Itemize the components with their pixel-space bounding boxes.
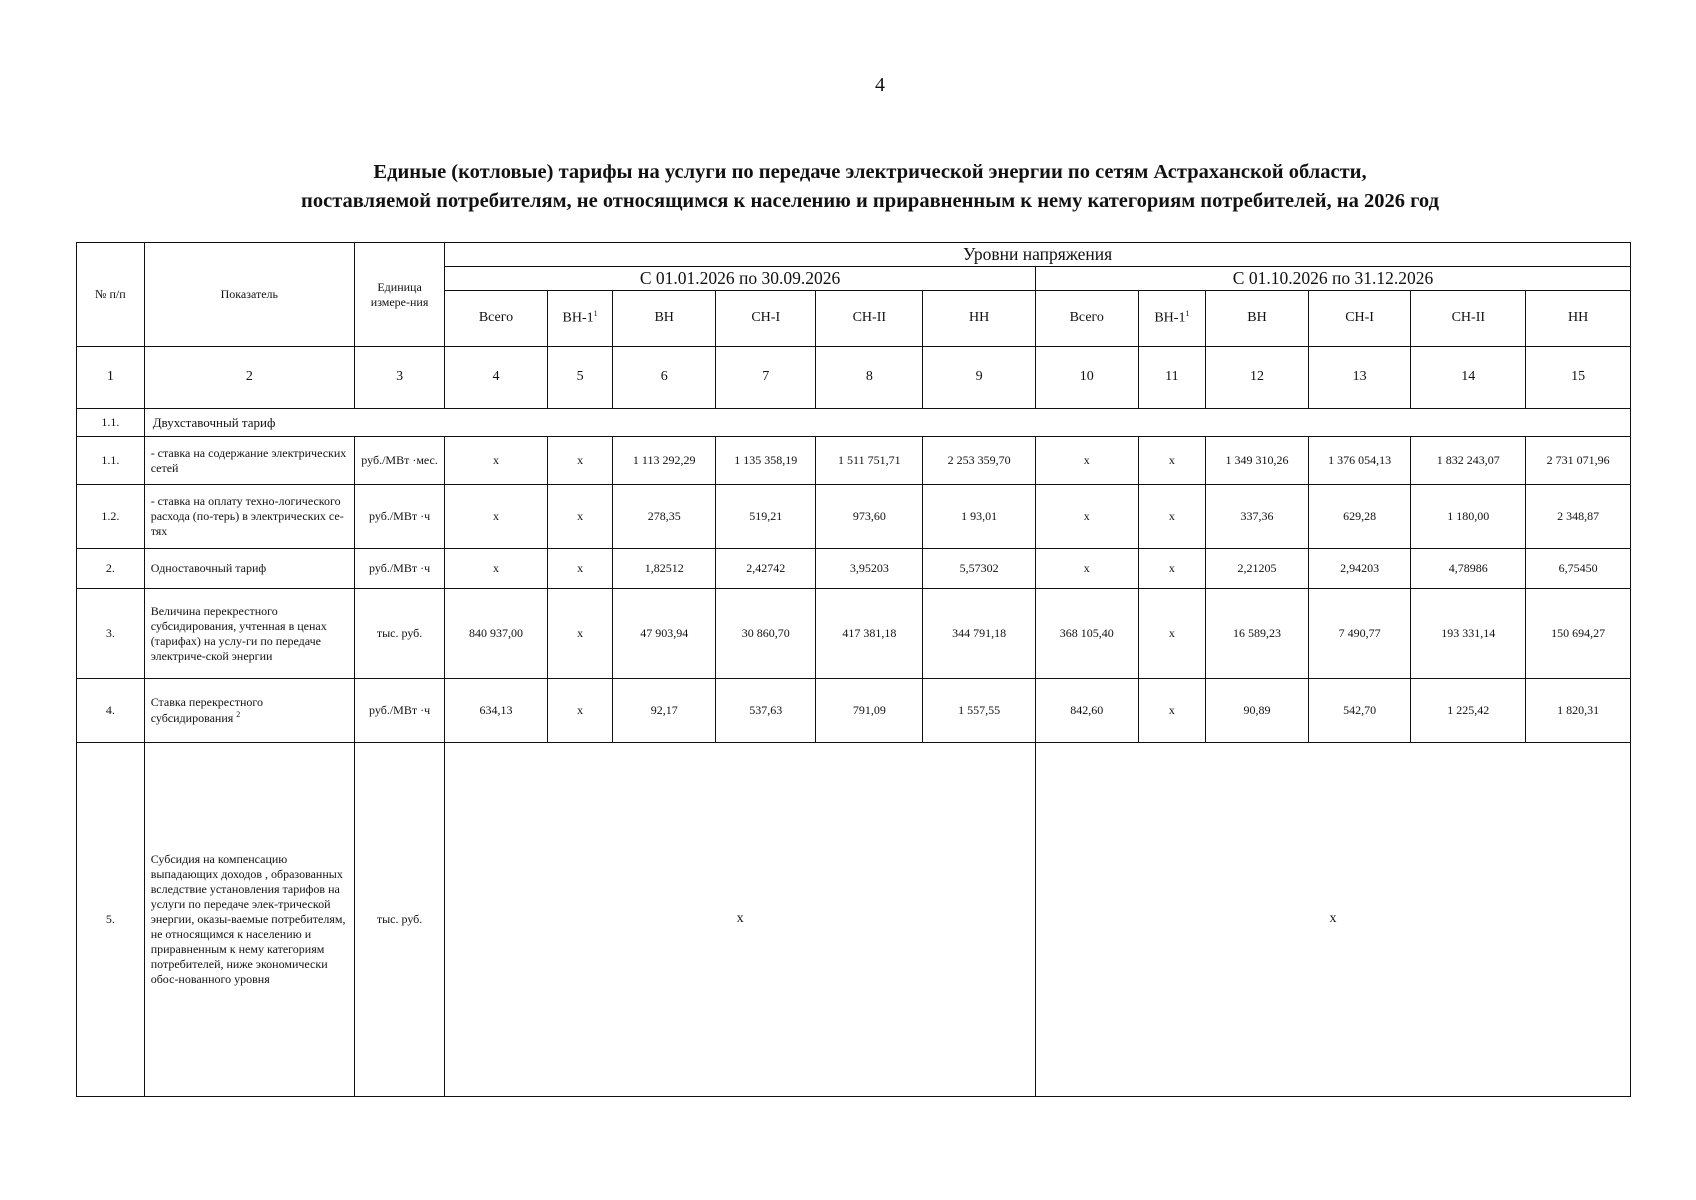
cell: 1 511 751,71 bbox=[816, 437, 923, 485]
cell: 1 832 243,07 bbox=[1411, 437, 1526, 485]
cell: х bbox=[547, 485, 613, 549]
cell: 2,21205 bbox=[1206, 549, 1309, 589]
document-title bbox=[150, 158, 1590, 216]
cell: 634,13 bbox=[445, 679, 548, 743]
tariff-table bbox=[76, 242, 1631, 1097]
col-number: 1 bbox=[77, 347, 145, 409]
col-number: 13 bbox=[1308, 347, 1411, 409]
cell: 519,21 bbox=[715, 485, 816, 549]
cell: 417 381,18 bbox=[816, 589, 923, 679]
section-title: Двухставочный тариф bbox=[144, 409, 1630, 437]
row-unit: руб./МВт ·ч bbox=[354, 679, 444, 743]
cell: х bbox=[1035, 549, 1138, 589]
col-number: 11 bbox=[1138, 347, 1206, 409]
table-row bbox=[77, 549, 1631, 589]
cell: 1 225,42 bbox=[1411, 679, 1526, 743]
col-number: 7 bbox=[715, 347, 816, 409]
table-row bbox=[77, 485, 1631, 549]
header-level-total-1: Всего bbox=[445, 291, 548, 347]
row-indicator: Ставка перекрестного субсидирования $^2$ bbox=[144, 679, 354, 743]
col-number: 12 bbox=[1206, 347, 1309, 409]
row-num: 5. bbox=[77, 743, 145, 1097]
header-unit: Единица измере-ния bbox=[354, 243, 444, 347]
col-number: 4 bbox=[445, 347, 548, 409]
page-number: 4 bbox=[875, 74, 885, 96]
row-unit: тыс. руб. bbox=[354, 589, 444, 679]
cell: 842,60 bbox=[1035, 679, 1138, 743]
cell: х bbox=[445, 437, 548, 485]
header-level-total-2: Всего bbox=[1035, 291, 1138, 347]
cell: 344 791,18 bbox=[923, 589, 1036, 679]
subsidy-period-2-cell: х bbox=[1035, 743, 1630, 1097]
cell: 2 731 071,96 bbox=[1526, 437, 1631, 485]
row-num: 1.1. bbox=[77, 437, 145, 485]
header-level-vn-1: ВН bbox=[613, 291, 716, 347]
cell: х bbox=[547, 589, 613, 679]
cell: 973,60 bbox=[816, 485, 923, 549]
cell: х bbox=[445, 549, 548, 589]
cell: 2 253 359,70 bbox=[923, 437, 1036, 485]
header-voltage-levels: Уровни напряжения bbox=[445, 243, 1631, 267]
cell: 7 490,77 bbox=[1308, 589, 1411, 679]
header-level-sn2-1: СН-II bbox=[816, 291, 923, 347]
table-row bbox=[77, 743, 1631, 1097]
cell: 3,95203 bbox=[816, 549, 923, 589]
cell: 791,09 bbox=[816, 679, 923, 743]
row-unit: тыс. руб. bbox=[354, 743, 444, 1097]
cell: 840 937,00 bbox=[445, 589, 548, 679]
cell: 92,17 bbox=[613, 679, 716, 743]
cell: 542,70 bbox=[1308, 679, 1411, 743]
row-num: 1.2. bbox=[77, 485, 145, 549]
cell: х bbox=[547, 679, 613, 743]
cell: 1 376 054,13 bbox=[1308, 437, 1411, 485]
cell: 1 180,00 bbox=[1411, 485, 1526, 549]
cell: х bbox=[1035, 437, 1138, 485]
header-level-vn1-1: $ВН-1^1$ bbox=[547, 291, 613, 347]
cell: х bbox=[1138, 549, 1206, 589]
header-level-sn1-2: СН-I bbox=[1308, 291, 1411, 347]
cell: 16 589,23 bbox=[1206, 589, 1309, 679]
header-period-1: С 01.01.2026 по 30.09.2026 bbox=[445, 267, 1036, 291]
cell: х bbox=[1138, 679, 1206, 743]
cell: 368 105,40 bbox=[1035, 589, 1138, 679]
cell: 278,35 bbox=[613, 485, 716, 549]
cell: х bbox=[1138, 437, 1206, 485]
row-indicator: Величина перекрестного субсидирования, учтенная в ценах (тарифах) на услу-ги по передаче электриче-ской энергии bbox=[144, 589, 354, 679]
cell: 1 93,01 bbox=[923, 485, 1036, 549]
col-number: 2 bbox=[144, 347, 354, 409]
section-num: 1.1. bbox=[77, 409, 145, 437]
title-line-1: Единые (котловые) тарифы на услуги по передаче электрической энергии по сетям Астраханской области, bbox=[373, 161, 1367, 183]
cell: 4,78986 bbox=[1411, 549, 1526, 589]
subsidy-period-1-cell: х bbox=[445, 743, 1036, 1097]
row-unit: руб./МВт ·мес. bbox=[354, 437, 444, 485]
cell: 47 903,94 bbox=[613, 589, 716, 679]
cell: 2,94203 bbox=[1308, 549, 1411, 589]
cell: 193 331,14 bbox=[1411, 589, 1526, 679]
header-level-nn-1: НН bbox=[923, 291, 1036, 347]
row-indicator: Субсидия на компенсацию выпадающих доходов , образованных вследствие установления тарифов на услуги по передаче элек-трической энергии, оказы-ваемые потребителям, не относящимся к населению и приравненным к нему категориям потребителей, ниже экономически обос-нованного уровня bbox=[144, 743, 354, 1097]
cell: х bbox=[445, 485, 548, 549]
title-line-2: поставляемой потребителям, не относящимся к населению и приравненным к нему категориям потребителей, на 2026 год bbox=[301, 190, 1439, 212]
header-level-vn-2: ВН bbox=[1206, 291, 1309, 347]
header-num: № п/п bbox=[77, 243, 145, 347]
row-num: 2. bbox=[77, 549, 145, 589]
col-number: 6 bbox=[613, 347, 716, 409]
header-level-vn1-2: $ВН-1^1$ bbox=[1138, 291, 1206, 347]
col-number: 5 bbox=[547, 347, 613, 409]
table-row bbox=[77, 589, 1631, 679]
col-number: 3 bbox=[354, 347, 444, 409]
cell: х bbox=[547, 437, 613, 485]
col-number: 15 bbox=[1526, 347, 1631, 409]
cell: 2 348,87 bbox=[1526, 485, 1631, 549]
cell: 629,28 bbox=[1308, 485, 1411, 549]
table-row bbox=[77, 437, 1631, 485]
row-unit: руб./МВт ·ч bbox=[354, 485, 444, 549]
cell: 2,42742 bbox=[715, 549, 816, 589]
cell: х bbox=[1138, 485, 1206, 549]
row-num: 3. bbox=[77, 589, 145, 679]
cell: 1 820,31 bbox=[1526, 679, 1631, 743]
cell: 1 113 292,29 bbox=[613, 437, 716, 485]
header-period-2: С 01.10.2026 по 31.12.2026 bbox=[1035, 267, 1630, 291]
cell: 90,89 bbox=[1206, 679, 1309, 743]
cell: 5,57302 bbox=[923, 549, 1036, 589]
cell: 337,36 bbox=[1206, 485, 1309, 549]
col-number: 9 bbox=[923, 347, 1036, 409]
col-number: 8 bbox=[816, 347, 923, 409]
header-indicator: Показатель bbox=[144, 243, 354, 347]
row-indicator: - ставка на содержание электрических сетей bbox=[144, 437, 354, 485]
cell: 150 694,27 bbox=[1526, 589, 1631, 679]
cell: х bbox=[1138, 589, 1206, 679]
cell: 1 349 310,26 bbox=[1206, 437, 1309, 485]
header-level-nn-2: НН bbox=[1526, 291, 1631, 347]
table-row bbox=[77, 679, 1631, 743]
row-indicator: - ставка на оплату техно-логического расхода (по-терь) в электрических се-тях bbox=[144, 485, 354, 549]
row-unit: руб./МВт ·ч bbox=[354, 549, 444, 589]
cell: 537,63 bbox=[715, 679, 816, 743]
cell: х bbox=[1035, 485, 1138, 549]
header-level-sn2-2: СН-II bbox=[1411, 291, 1526, 347]
cell: 30 860,70 bbox=[715, 589, 816, 679]
section-row bbox=[77, 409, 1631, 437]
col-number: 10 bbox=[1035, 347, 1138, 409]
col-number: 14 bbox=[1411, 347, 1526, 409]
row-num: 4. bbox=[77, 679, 145, 743]
header-level-sn1-1: СН-I bbox=[715, 291, 816, 347]
cell: 1,82512 bbox=[613, 549, 716, 589]
cell: 1 135 358,19 bbox=[715, 437, 816, 485]
cell: 1 557,55 bbox=[923, 679, 1036, 743]
cell: х bbox=[547, 549, 613, 589]
cell: 6,75450 bbox=[1526, 549, 1631, 589]
row-indicator: Одноставочный тариф bbox=[144, 549, 354, 589]
column-number-row bbox=[77, 347, 1631, 409]
